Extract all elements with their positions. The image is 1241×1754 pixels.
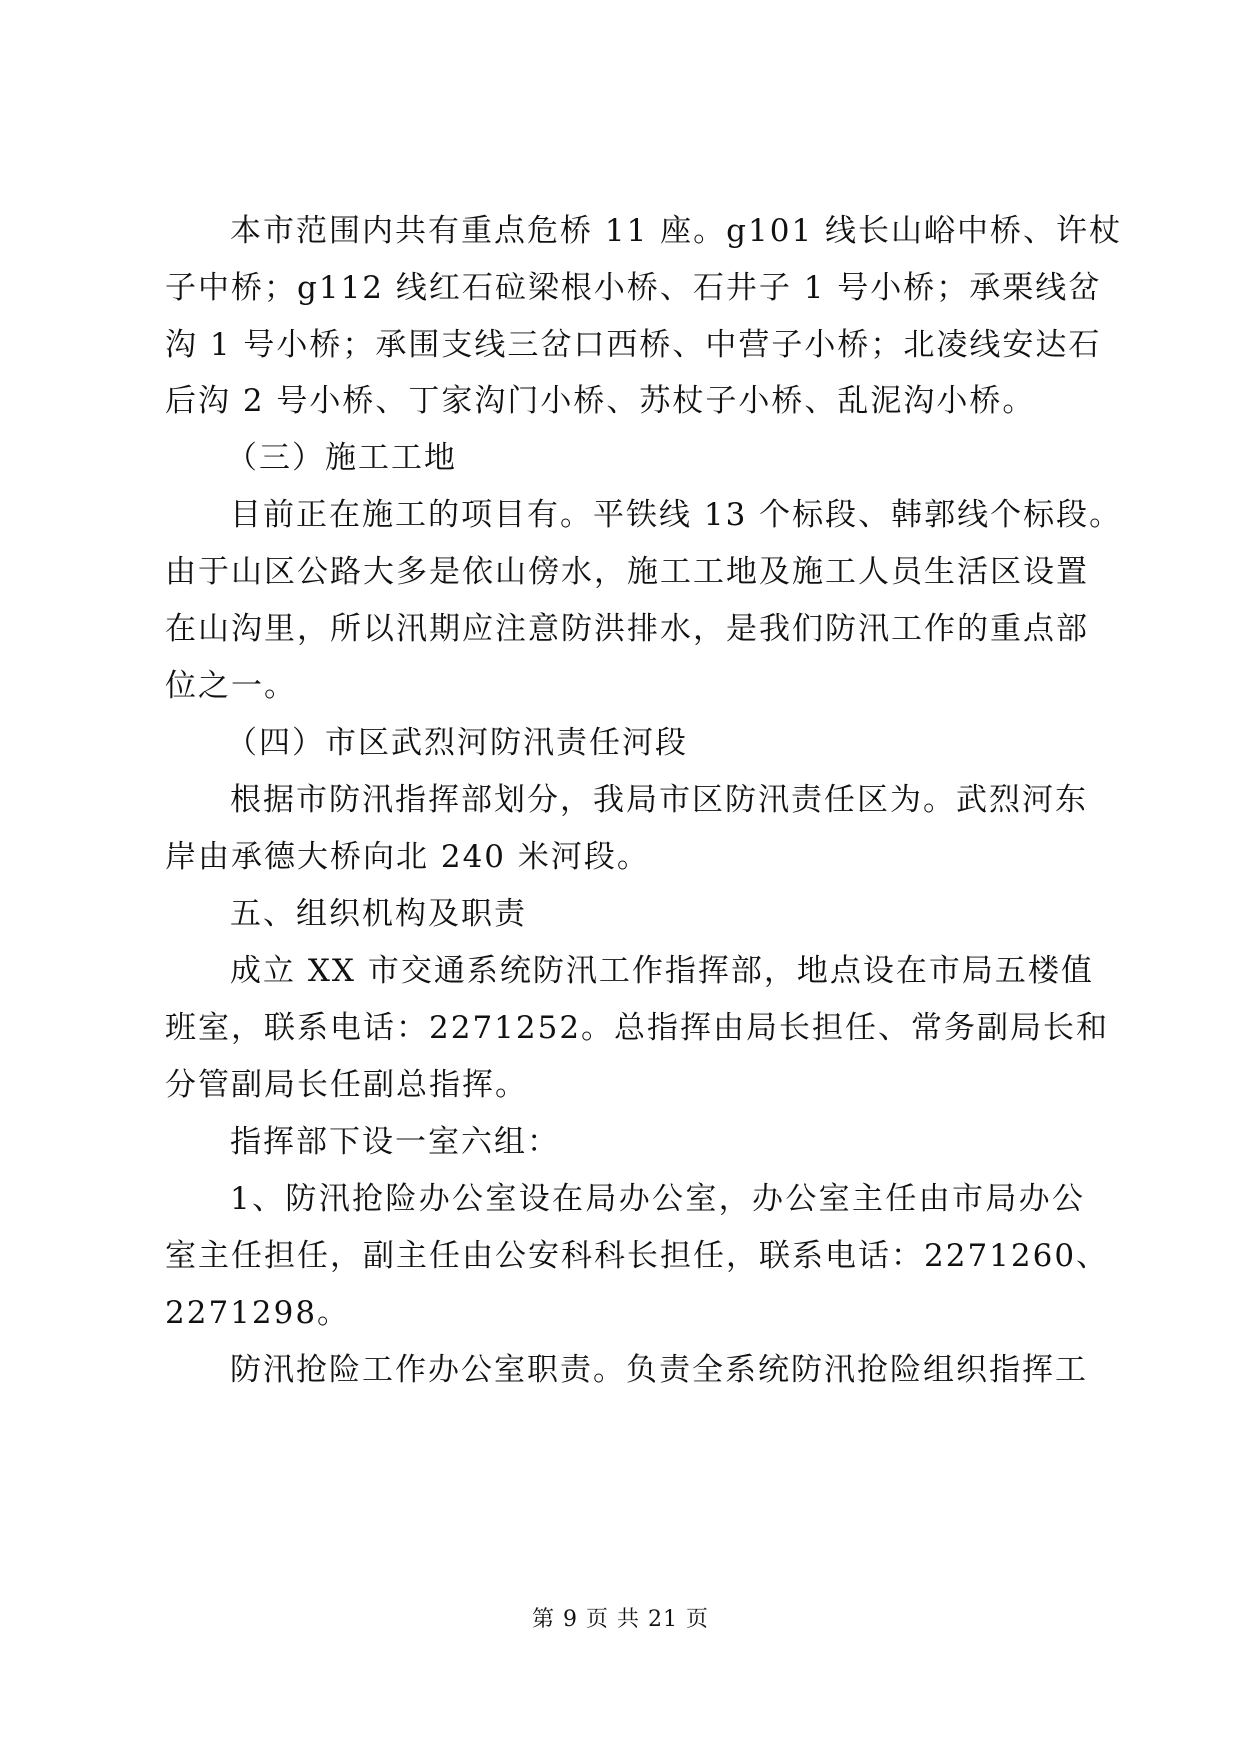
paragraph-line: 位之一。 — [165, 668, 297, 704]
paragraph-line: 在山沟里，所以汛期应注意防洪排水，是我们防汛工作的重点部 — [165, 611, 1089, 647]
paragraph-line: 沟 1 号小桥；承围支线三岔口西桥、中营子小桥；北凌线安达石 — [165, 327, 1102, 363]
section-heading: （四）市区武烈河防汛责任河段 — [226, 725, 688, 761]
paragraph-line: 指挥部下设一室六组： — [230, 1124, 560, 1160]
paragraph-line: 后沟 2 号小桥、丁家沟门小桥、苏杖子小桥、乱泥沟小桥。 — [165, 383, 1036, 419]
paragraph-line: 室主任担任，副主任由公安科科长担任，联系电话：2271260、 — [165, 1238, 1110, 1274]
page-number-footer: 第 9 页 共 21 页 — [532, 1607, 709, 1632]
paragraph-line: 子中桥；g112 线红石砬梁根小桥、石井子 1 号小桥；承栗线岔 — [165, 270, 1102, 306]
paragraph-line: 分管副局长任副总指挥。 — [165, 1067, 528, 1103]
paragraph-line: 由于山区公路大多是依山傍水，施工工地及施工人员生活区设置 — [165, 554, 1089, 590]
paragraph-line: 2271298。 — [165, 1295, 351, 1331]
paragraph-line: 班室，联系电话：2271252。总指挥由局长担任、常务副局长和 — [165, 1010, 1110, 1046]
section-heading: （三）施工工地 — [226, 440, 457, 476]
paragraph-line: 根据市防汛指挥部划分，我局市区防汛责任区为。武烈河东 — [230, 782, 1088, 818]
section-heading: 五、组织机构及职责 — [230, 896, 527, 932]
paragraph-line: 岸由承德大桥向北 240 米河段。 — [165, 839, 650, 875]
paragraph-line: 1、防汛抢险办公室设在局办公室，办公室主任由市局办公 — [230, 1181, 1085, 1217]
paragraph-line: 成立 XX 市交通系统防汛工作指挥部，地点设在市局五楼值 — [230, 953, 1094, 989]
paragraph-line: 目前正在施工的项目有。平铁线 13 个标段、韩郭线个标段。 — [230, 497, 1123, 533]
paragraph-line: 防汛抢险工作办公室职责。负责全系统防汛抢险组织指挥工 — [230, 1352, 1088, 1388]
paragraph-line: 本市范围内共有重点危桥 11 座。g101 线长山峪中桥、许杖 — [230, 213, 1123, 249]
